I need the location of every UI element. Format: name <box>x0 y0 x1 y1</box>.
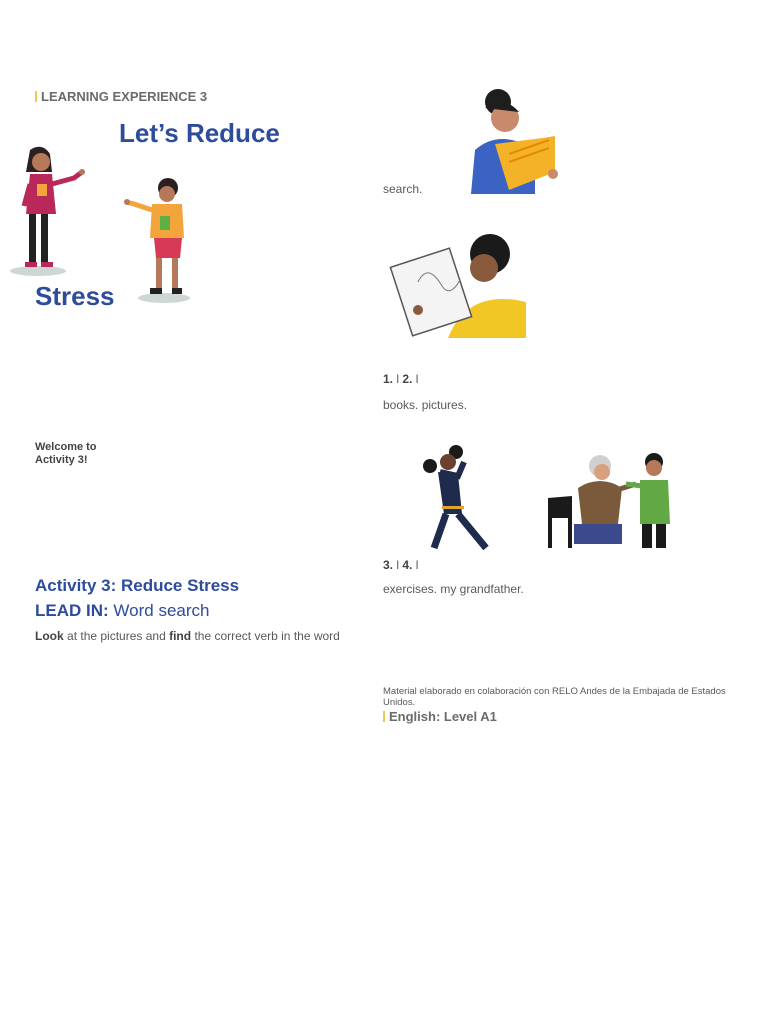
item-blank-3: l <box>396 558 400 572</box>
instr-look: Look <box>35 629 64 643</box>
lead-in-label: LEAD IN: <box>35 601 109 620</box>
accent-bar <box>383 711 385 722</box>
level-text: English: Level A1 <box>389 709 497 724</box>
line-1-2: books. pictures. <box>383 398 468 412</box>
instr-find: find <box>169 629 192 643</box>
page-title-line2: Stress <box>35 281 115 311</box>
item-blank-2: l <box>415 372 419 386</box>
instructions <box>35 629 340 643</box>
woman-reading-book-icon <box>465 88 560 196</box>
item-number-1: 1. <box>383 372 394 386</box>
activity-title: Activity 3: Reduce Stress <box>35 576 240 595</box>
welcome-text: Welcome to Activity 3! <box>35 441 97 466</box>
item-blank-1: l <box>396 372 400 386</box>
item-blank-4: l <box>415 558 419 572</box>
items-3-4 <box>383 558 418 572</box>
kicker-text: LEARNING EXPERIENCE 3 <box>41 89 208 104</box>
footer-note: Material elaborado en colaboración con RELO Andes de la Embajada de Estados Unidos. <box>383 686 726 708</box>
boy-drawing-icon <box>398 232 528 340</box>
search-word: search. <box>383 182 423 196</box>
item-number-4: 4. <box>402 558 413 572</box>
line-3-4: exercises. my grandfather. <box>383 582 524 596</box>
boy-helping-grandfather-icon <box>544 448 680 550</box>
items-1-2 <box>383 372 418 386</box>
item-number-3: 3. <box>383 558 394 572</box>
instr-mid: at the pictures and <box>67 629 166 643</box>
girl-presenting-icon <box>8 144 88 278</box>
boy-presenting-icon <box>124 178 194 304</box>
accent-bar <box>35 91 37 102</box>
girl-exercising-icon <box>420 444 492 550</box>
lead-in <box>35 601 209 621</box>
lead-in-text: Word search <box>113 601 210 620</box>
item-number-2: 2. <box>402 372 413 386</box>
instr-end: the correct verb in the word <box>194 629 340 643</box>
page-title-line1: Let’s Reduce <box>119 118 280 148</box>
level-label <box>383 709 497 724</box>
section-kicker <box>35 89 207 104</box>
